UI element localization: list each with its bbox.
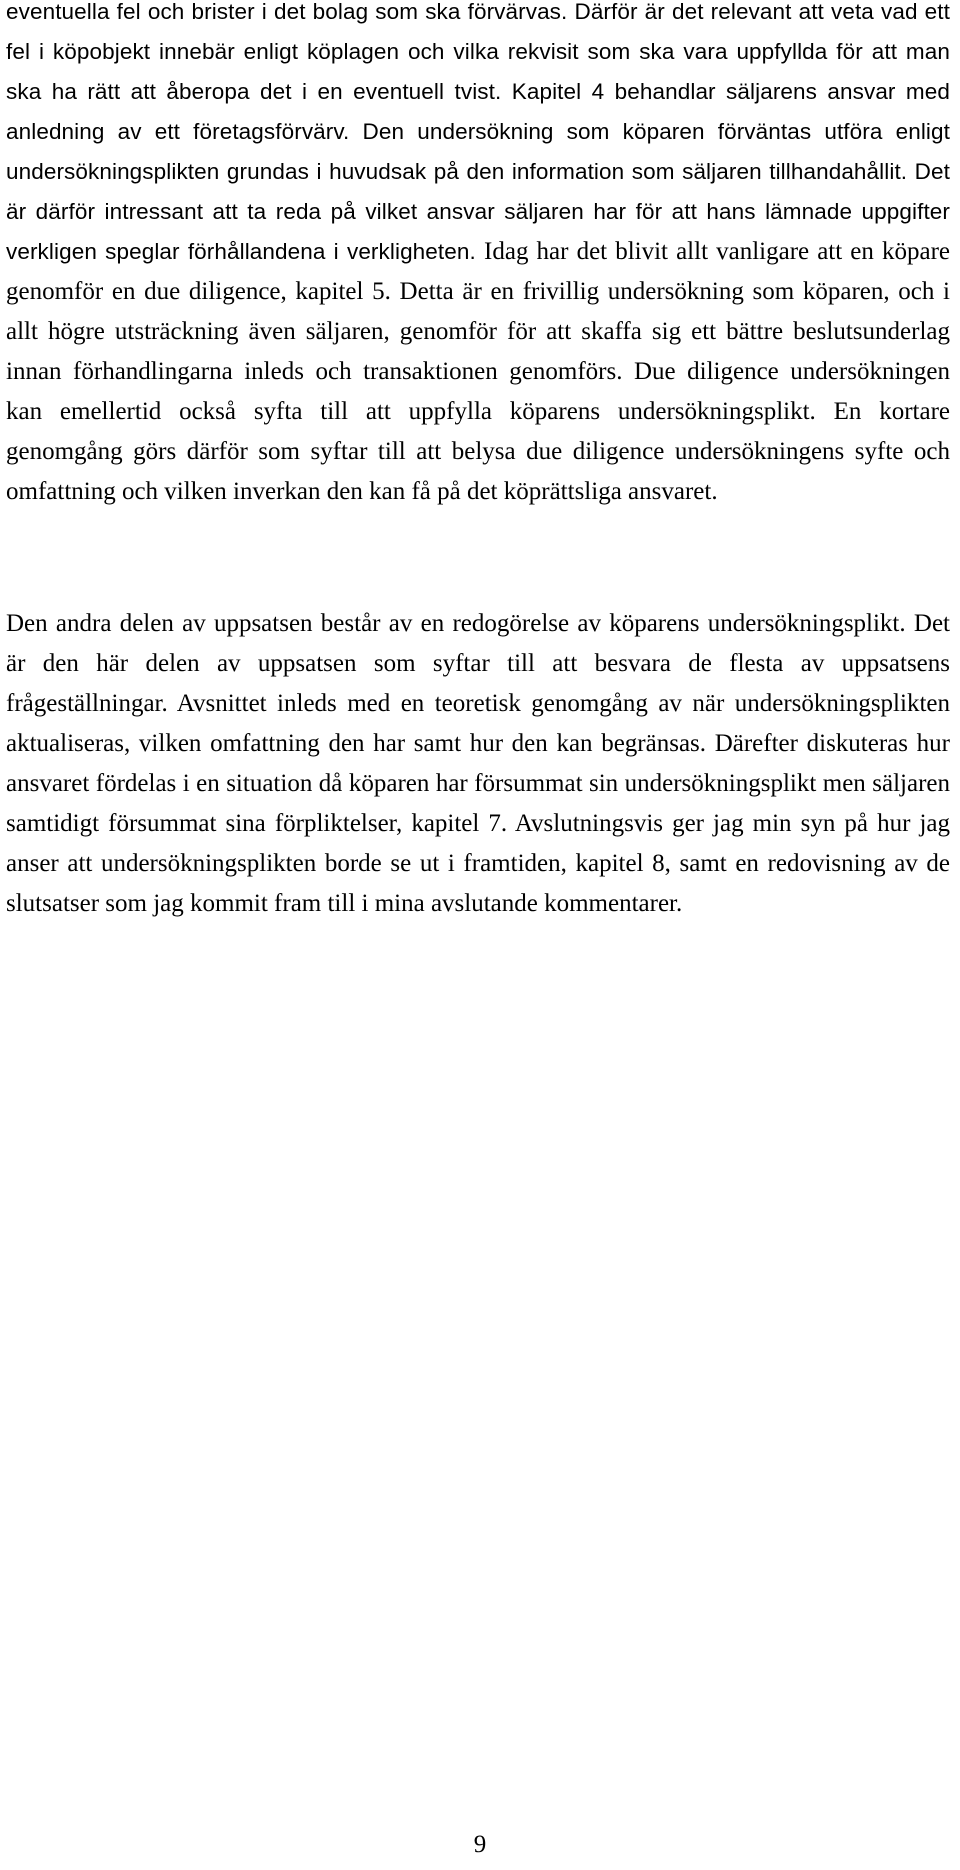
page-number: 9: [473, 1831, 487, 1858]
paragraph-1-serif-text: Idag har det blivit allt vanligare att en köpare genomför en due diligence, kapitel 5. Detta är en frivillig undersökning som köparen, och i allt högre utsträckning även säljaren, genomför för att skaffa sig ett bättre beslutsunderlag innan förhandlingarna inleds och transaktionen genomförs. Due diligence undersökningen kan emellertid också syfta till att uppfylla köparens undersökningsplikt. En kortare genomgång görs därför som syftar till att belysa due diligence undersökningens syfte och omfattning och vilken inverkan den kan få på det köprättsliga ansvaret.: [6, 238, 950, 505]
body-paragraph-2: [6, 604, 950, 924]
paragraph-2-text: Den andra delen av uppsatsen består av en redogörelse av köparens undersökningsplikt. Det är den här delen av uppsatsen som syftar till att besvara de flesta av uppsatsens frågeställningar. Avsnittet inleds med en teoretisk genomgång av när undersökningsplikten aktualiseras, vilken omfattning den har samt hur den kan begränsas. Därefter diskuteras hur ansvaret fördelas i en situation då köparen har försummat sin undersökningsplikt men säljaren samtidigt försummat sina förpliktelser, kapitel 7. Avslutningsvis ger jag min syn på hur jag anser att undersökningsplikten borde se ut i framtiden, kapitel 8, samt en redovisning av de slutsatser som jag kommit fram till i mina avslutande kommentarer.: [6, 610, 950, 917]
body-paragraph-1: [6, 0, 950, 512]
paragraph-1-sans-text: eventuella fel och brister i det bolag som ska förvärvas. Därför är det relevant att veta vad ett fel i köpobjekt innebär enligt köplagen och vilka rekvisit som ska vara uppfyllda för att man ska ha rätt att åberopa det i en eventuell tvist. Kapitel 4 behandlar säljarens ansvar med anledning av ett företagsförvärv. Den undersökning som köparen förväntas utföra enligt undersökningsplikten grundas i huvudsak på den information som säljaren tillhandahållit. Det är därför intressant att ta reda på vilket ansvar säljaren har för att hans lämnade uppgifter verkligen speglar förhållandena i verkligheten.: [6, 0, 950, 264]
